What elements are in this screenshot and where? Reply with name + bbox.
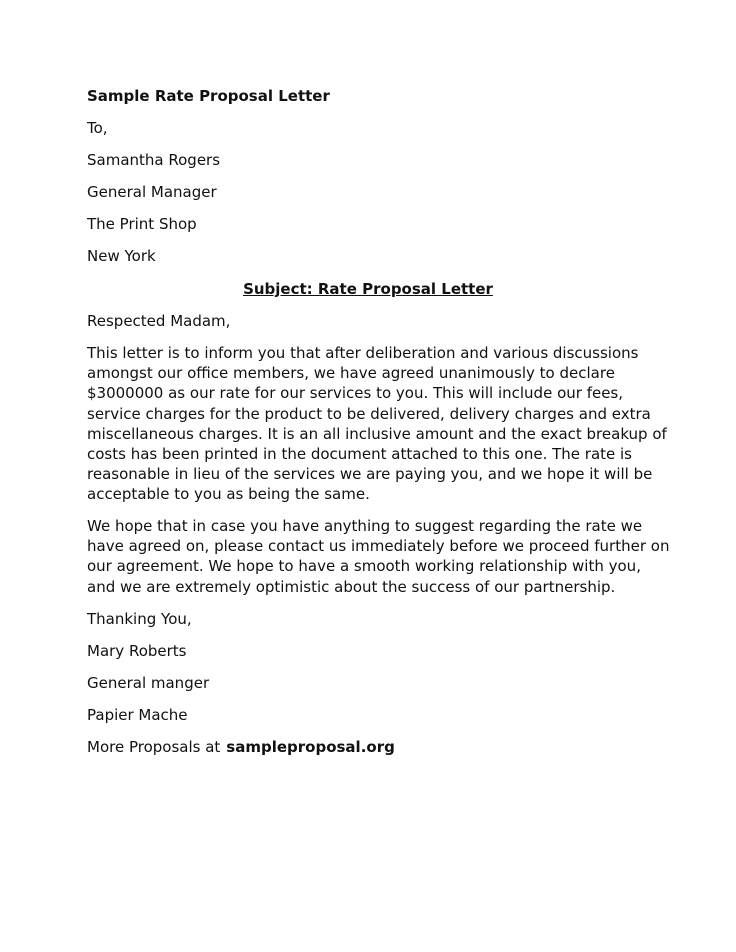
paragraph-line: our agreement. We hope to have a smooth working relationship with you, — [87, 557, 641, 576]
sender-name: Mary Roberts — [87, 642, 187, 660]
paragraph-line: $3000000 as our rate for our services to you. This will include our fees, — [87, 384, 624, 403]
paragraph-line: acceptable to you as being the same. — [87, 485, 370, 504]
closing: Thanking You, — [87, 610, 192, 628]
recipient-position: General Manager — [87, 183, 217, 201]
body-paragraph-2 — [87, 516, 670, 597]
greeting: Respected Madam, — [87, 312, 231, 330]
recipient-company: The Print Shop — [87, 215, 197, 233]
footer-label: More Proposals at — [87, 738, 221, 756]
recipient-city: New York — [87, 247, 156, 265]
paragraph-line: This letter is to inform you that after deliberation and various discussions — [87, 344, 639, 362]
letter-title: Sample Rate Proposal Letter — [87, 87, 330, 105]
paragraph-line: miscellaneous charges. It is an all inclusive amount and the exact breakup of — [87, 424, 667, 443]
sender-company: Papier Mache — [87, 706, 188, 724]
paragraph-line: amongst our office members, we have agreed unanimously to declare — [87, 364, 615, 383]
footer-line — [87, 737, 395, 757]
paragraph-line: costs has been printed in the document attached to this one. The rate is — [87, 445, 632, 464]
sender-position: General manger — [87, 674, 210, 692]
paragraph-line: We hope that in case you have anything to suggest regarding the rate we — [87, 517, 643, 535]
recipient-salutation: To, — [87, 119, 108, 137]
paragraph-line: have agreed on, please contact us immediately before we proceed further on — [87, 537, 670, 556]
paragraph-line: service charges for the product to be delivered, delivery charges and extra — [87, 404, 651, 423]
paragraph-line: and we are extremely optimistic about the success of our partnership. — [87, 577, 616, 596]
subject-line: Subject: Rate Proposal Letter — [243, 280, 493, 298]
footer-site-link[interactable]: sampleproposal.org — [226, 738, 395, 756]
body-paragraph-1 — [87, 343, 667, 505]
recipient-name: Samantha Rogers — [87, 151, 221, 169]
paragraph-line: reasonable in lieu of the services we are paying you, and we hope it will be — [87, 465, 653, 484]
